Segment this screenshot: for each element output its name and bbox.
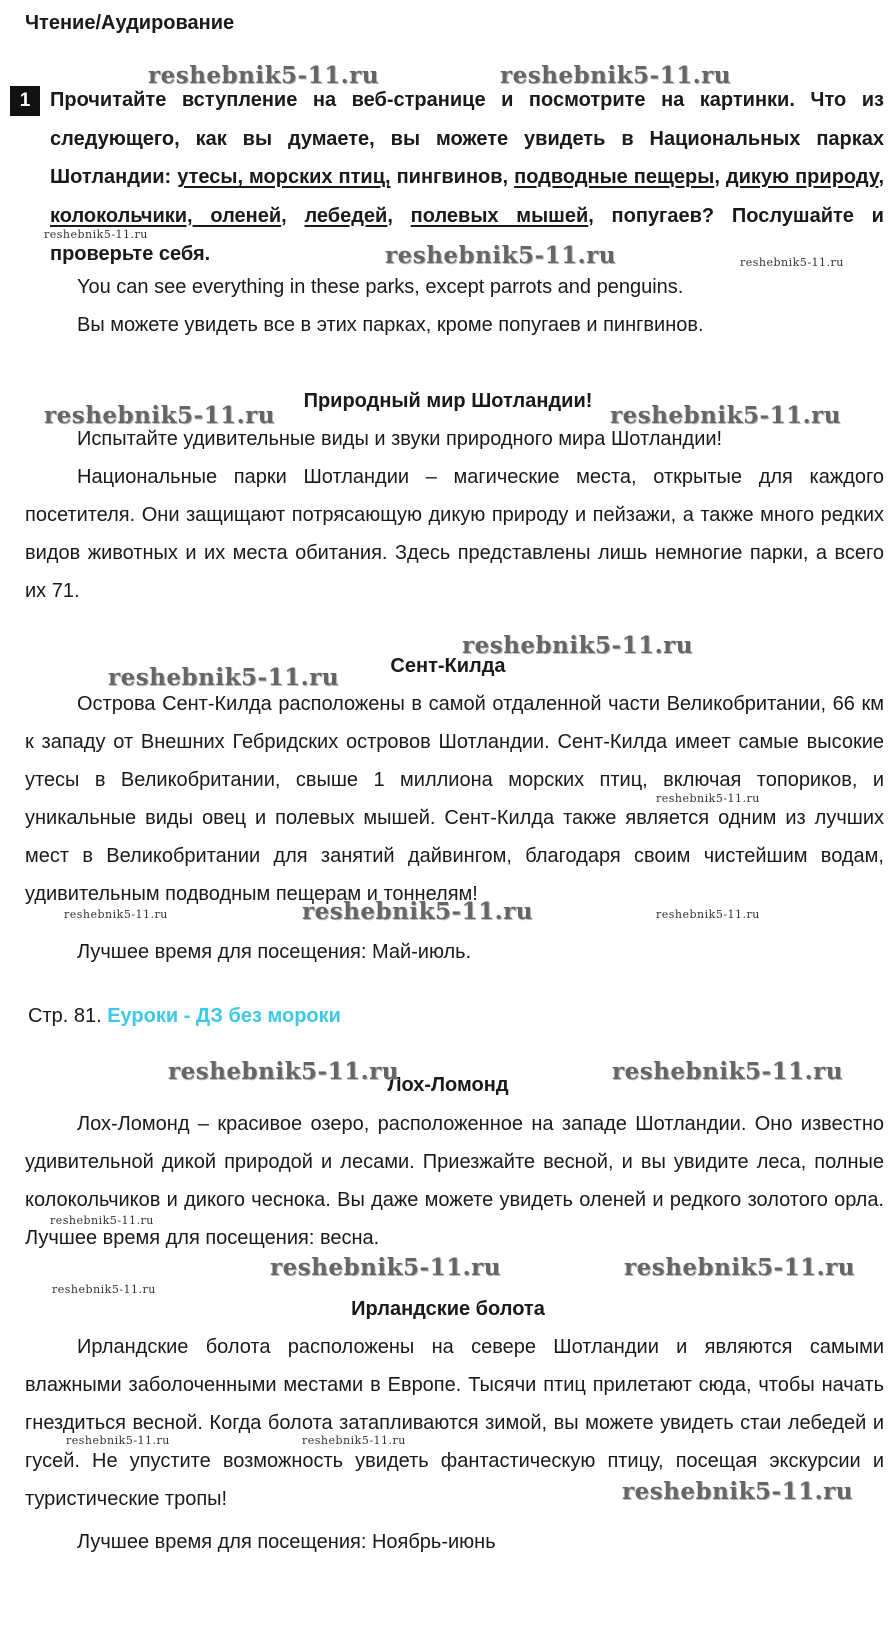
watermark: reshebnik5-11.ru [385,242,616,269]
watermark: reshebnik5-11.ru [302,1434,406,1447]
loch-lomond-body [25,1105,884,1257]
watermark: reshebnik5-11.ru [622,1478,853,1505]
watermark: reshebnik5-11.ru [270,1254,501,1281]
scotland-body-text: Национальные парки Шотландии – магические места, открытые для каждого посетителя. Они защищают потрясающую дикую природу и пейзажи, а также много редких видов животных и их места обитания. Здесь представлены лишь немногие парки, а всего их 71. [25,466,884,602]
watermark: reshebnik5-11.ru [740,256,844,269]
task-text: Прочитайте вступление на веб-странице и посмотрите на картинки. Что из следующего, как вы думаете, вы можете увидеть в Национальных парках Шотландии: [50,89,884,188]
task-text: , [878,166,884,188]
task-underlined-bluebells-deer: колокольчики, оленей [50,204,282,227]
watermark: reshebnik5-11.ru [500,62,731,89]
loch-lomond-heading: Лох-Ломонд [387,1074,509,1096]
section-title: Чтение/Аудирование [25,12,235,34]
task-text: , [714,166,726,188]
page-reference-label: Стр. 81. [28,1005,108,1027]
scotland-body [25,458,884,610]
scotland-heading: Природный мир Шотландии! [303,390,593,412]
task-text: , [387,204,411,227]
watermark: reshebnik5-11.ru [52,1283,156,1296]
watermark: reshebnik5-11.ru [624,1254,855,1281]
st-kilda-best-time: Лучшее время для посещения: Май-июль. [77,941,472,963]
flow-body [25,1328,884,1518]
task-underlined-caves: подводные пещеры [514,166,715,188]
answer-english: You can see everything in these parks, except parrots and penguins. [77,276,684,298]
flow-body-text: Ирландские болота расположены на севере Шотландии и являются самыми влажными заболоченными местами в Европе. Тысячи птиц прилетают сюда, чтобы начать гнездиться весной. Когда болота затапливаются зимой, вы можете увидеть стаи лебедей и гусей. Не упустите возможность увидеть фантастическую птицу, посещая экскурсии и туристические тропы! [25,1336,884,1510]
st-kilda-body [25,685,884,913]
watermark: reshebnik5-11.ru [108,664,339,691]
scotland-lead: Испытайте удивительные виды и звуки природного мира Шотландии! [77,428,723,450]
page-reference [28,1005,341,1028]
answer-russian: Вы можете увидеть все в этих парках, кроме попугаев и пингвинов. [77,314,704,336]
flow-best-time: Лучшее время для посещения: Ноябрь-июнь [77,1531,496,1553]
watermark: reshebnik5-11.ru [610,402,841,429]
task-underlined-mice: полевых мышей [410,204,589,227]
watermark: reshebnik5-11.ru [462,632,693,659]
watermark: reshebnik5-11.ru [656,908,760,921]
task-number-badge: 1 [10,86,40,116]
watermark: reshebnik5-11.ru [612,1058,843,1085]
watermark: reshebnik5-11.ru [44,228,148,241]
watermark: reshebnik5-11.ru [64,908,168,921]
task-underlined-wildlife: дикую природу [725,166,879,188]
watermark: reshebnik5-11.ru [168,1058,399,1085]
euroki-link[interactable]: Еуроки - ДЗ без мороки [107,1005,341,1027]
task-text: , [281,204,305,227]
watermark: reshebnik5-11.ru [50,1214,154,1227]
task-underlined-cliffs-birds: утесы, морских птиц, [177,166,391,188]
st-kilda-body-text: Острова Сент-Килда расположены в самой отдаленной части Великобритании, 66 км к западу от Внешних Гебридских островов Шотландии. Сент-Килда имеет самые высокие утесы в Великобритании, свыше 1 миллиона морских птиц, включая топориков, и уникальные виды овец и полевых мышей. Сент-Килда также является одним из лучших мест в Великобритании для занятий дайвингом, благодаря своим чистейшим водам, удивительным подводным пещерам и тоннелям! [25,693,884,905]
watermark: reshebnik5-11.ru [44,402,275,429]
task-text: , попугаев? Послушайте и проверьте себя. [50,204,884,265]
watermark: reshebnik5-11.ru [656,792,760,805]
watermark: reshebnik5-11.ru [148,62,379,89]
flow-heading: Ирландские болота [351,1298,545,1320]
watermark: reshebnik5-11.ru [302,898,533,925]
task-instruction [50,81,884,274]
st-kilda-heading: Сент-Килда [390,655,506,677]
task-underlined-swans: лебедей [304,204,388,227]
task-text: пингвинов, [390,166,515,188]
watermark: reshebnik5-11.ru [66,1434,170,1447]
loch-lomond-body-text: Лох-Ломонд – красивое озеро, расположенное на западе Шотландии. Оно известно удивительной дикой природой и лесами. Приезжайте весной, и вы увидите леса, полные колокольчиков и дикого чеснока. Вы даже можете увидеть оленей и редкого золотого орла. Лучшее время для посещения: весна. [25,1113,884,1249]
